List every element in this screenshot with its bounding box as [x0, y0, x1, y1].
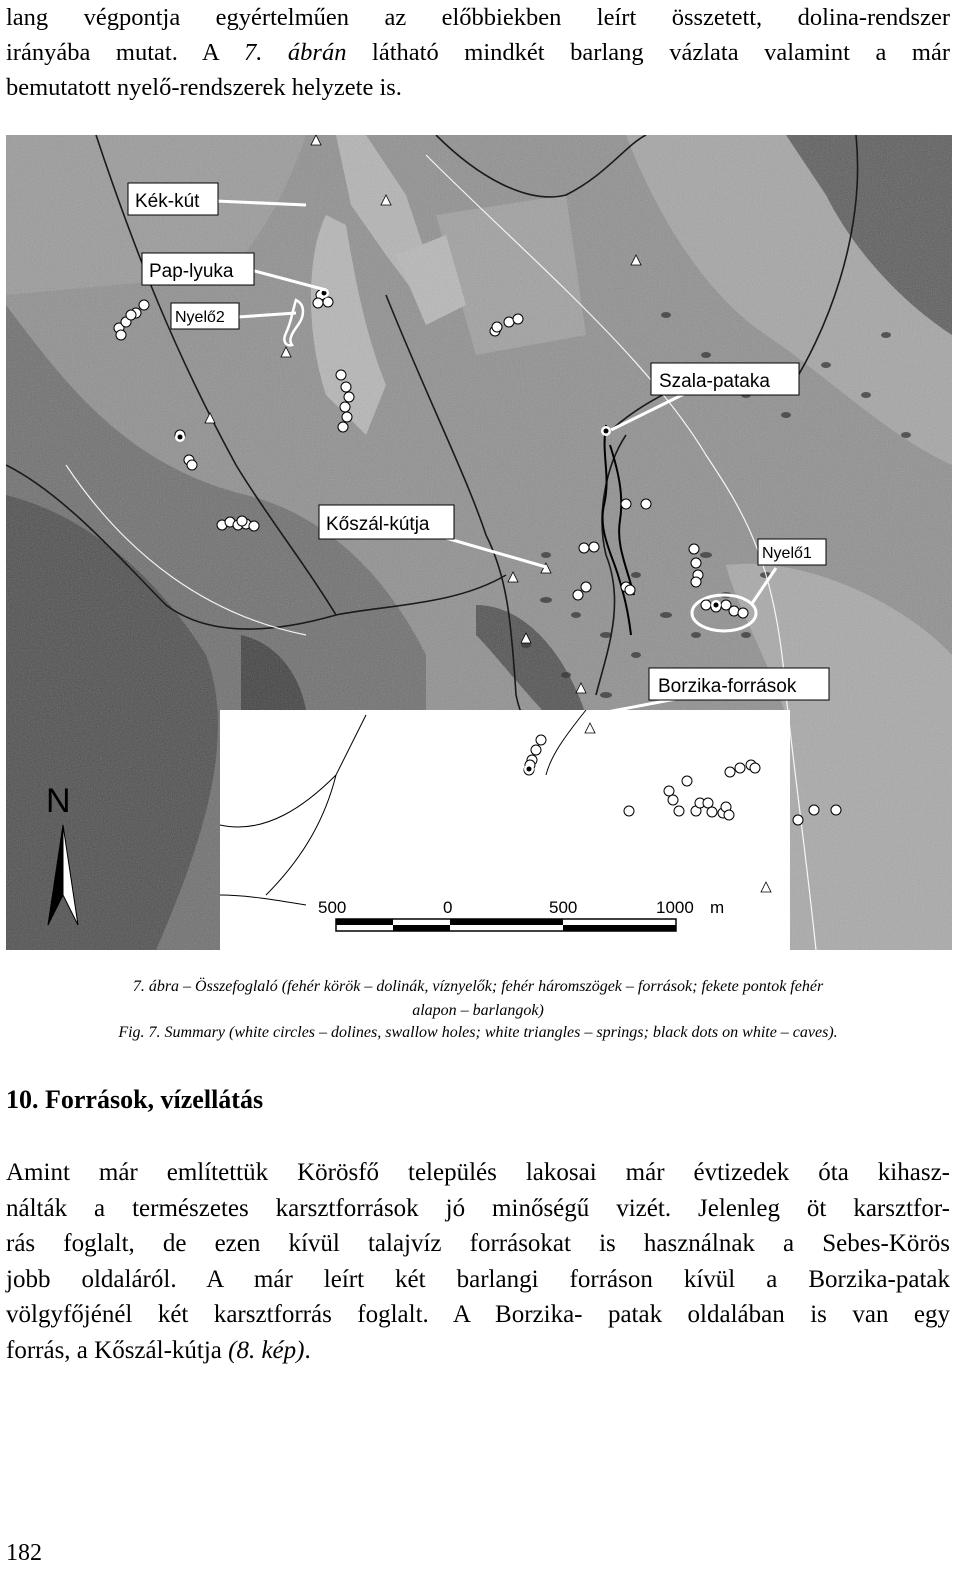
text-run: látható mindkét barlang vázlata valamint a már: [346, 39, 951, 66]
caption-line: alapon – barlangok): [412, 1002, 544, 1019]
label-borzika-forrasok: Borzika-források: [658, 676, 797, 697]
intro-paragraph: [6, 0, 950, 105]
text-line: bemutatott nyelő-rendszerek helyzete is.: [6, 74, 402, 101]
text-line: [6, 35, 950, 70]
scale-tick: 500: [549, 898, 578, 917]
caption-line: 7. ábra – Összefoglaló (fehér körök – dolinák, víznyelők; fehér háromszögek – források; fekete pontok fehér: [132, 978, 824, 995]
text-line: Amint már említettük Körösfő település lakosai már évtizedek óta kihasz-: [6, 1159, 950, 1186]
figure-caption-hungarian: [6, 975, 950, 1023]
text-run: .: [304, 1336, 311, 1364]
text-line: jobb oldaláról. A már leírt két barlangi forráson kívül a Borzika-patak: [6, 1265, 950, 1293]
text-line: lang végpontja egyértelműen az előbbiekben leírt összetett, dolina-rendszer: [6, 4, 950, 31]
text-line: nálták a természetes karsztforrások jó minőségű vizét. Jelenleg öt karsztfor-: [6, 1194, 950, 1222]
label-nyelo1: Nyelő1: [762, 545, 812, 562]
scale-tick: 1000: [656, 898, 694, 917]
north-letter: N: [46, 782, 71, 820]
map-figure: [6, 135, 952, 950]
photo-reference: (8. kép): [228, 1336, 305, 1364]
section-heading: 10. Források, vízellátás: [6, 1085, 264, 1114]
scale-tick: 500: [318, 898, 347, 917]
text-line: völgyfőjénél két karsztforrás foglalt. A Borzika- patak oldalában is van egy: [6, 1301, 950, 1328]
text-run: irányába mutat. A: [6, 39, 244, 66]
label-pap-lyuka: Pap-lyuka: [149, 261, 234, 282]
page-number: 182: [6, 1540, 42, 1566]
scale-unit: m: [710, 898, 725, 917]
label-nyelo2: Nyelő2: [175, 309, 225, 326]
aerial-map: [6, 135, 952, 950]
figure-reference: 7. ábrán: [243, 39, 347, 66]
text-line: [6, 1333, 950, 1369]
body-paragraph: [6, 1155, 950, 1368]
label-kek-kut: Kék-kút: [135, 191, 200, 212]
scale-tick: 0: [443, 898, 453, 917]
text-line: rás foglalt, de ezen kívül talajvíz forrásokat is használnak a Sebes-Körös: [6, 1230, 950, 1257]
label-koszal-kutja: Kőszál-kútja: [326, 514, 430, 535]
label-szala-pataka: Szala-pataka: [659, 371, 770, 392]
figure-caption-english: Fig. 7. Summary (white circles – dolines, swallow holes; white triangles – springs; black dots on white – caves).: [118, 1024, 838, 1041]
text-run: forrás, a Kőszál-kútja: [6, 1336, 229, 1364]
